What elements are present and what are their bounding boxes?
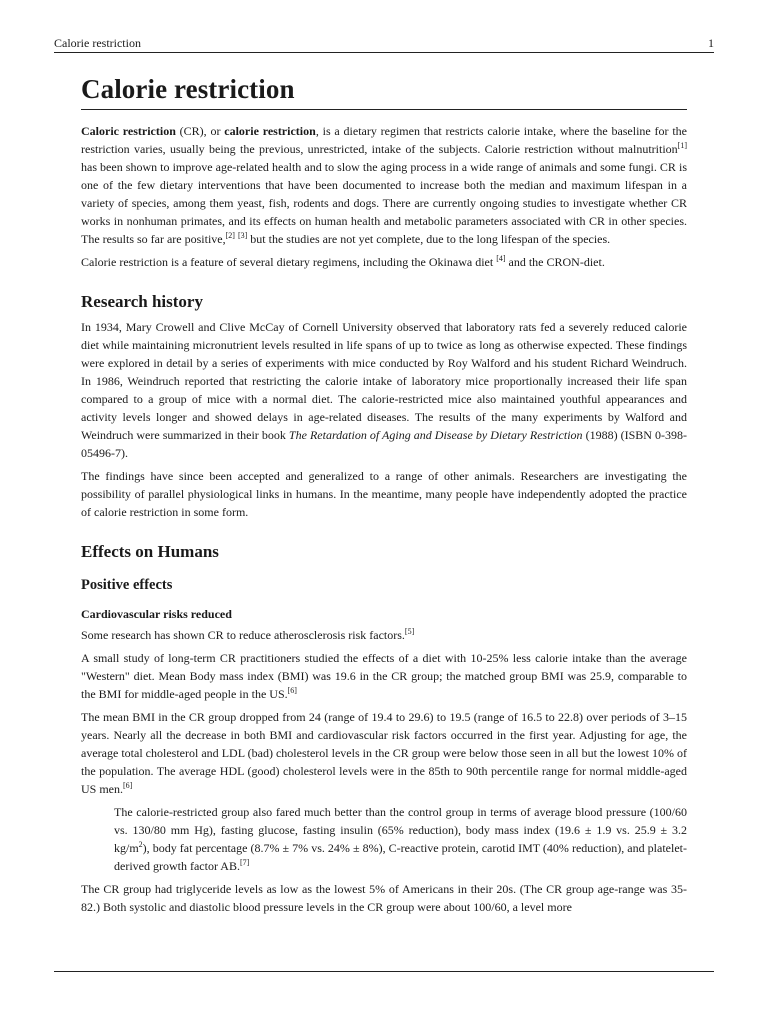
cardio-paragraph-1: Some research has shown CR to reduce atherosclerosis risk factors.[5] xyxy=(81,627,415,642)
bold-term: Caloric restriction xyxy=(81,124,176,138)
bold-term: calorie restriction xyxy=(224,124,316,138)
citation-link[interactable]: [6] xyxy=(123,781,133,790)
citation-link[interactable]: [3] xyxy=(237,231,248,240)
citation-link[interactable]: [5] xyxy=(404,627,415,636)
section-heading-effects-on-humans: Effects on Humans xyxy=(81,542,219,561)
running-title: Calorie restriction xyxy=(54,36,141,50)
cardio-paragraph-4: The CR group had triglyceride levels as low as the lowest 5% of Americans in their 20s. (The CR group age-range was 35-82.) Both systolic and diastolic blood pressure levels in the CR group were about 100/60, a level more xyxy=(81,882,687,914)
title-rule xyxy=(81,109,687,110)
citation-link[interactable]: [6] xyxy=(287,686,297,695)
subsection-heading-positive-effects: Positive effects xyxy=(81,577,173,593)
block-quote: The calorie-restricted group also fared much better than the control group in terms of average blood pressure (100/60 vs. 130/80 mm Hg), fasting glucose, fasting insulin (65% reduction), body mass index (19.6 ± 1.9 vs. 25.9 ± 3.2 $kg/m^2$), body fat percentage (8.7% ± 7% vs. 24% ± 8%), C-reactive protein, carotid IMT (40% reduction), and platelet-derived growth factor AB.[7] xyxy=(114,805,687,873)
research-paragraph-1: In 1934, Mary Crowell and Clive McCay of Cornell University observed that laboratory rats fed a severely reduced calorie diet while maintaining micronutrient levels resulted in life spans of up to twice as long as otherwise expected. These findings were explored in detail by a series of experiments with mice conducted by Roy Walford and his student Richard Weindruch. In 1986, Weindruch reported that restricting the calorie intake of laboratory mice proportionally increased their life span compared to a group of mice with a normal diet. The calorie-restricted mice also maintained youthful appearances and activity levels longer and showed delays in age-related diseases. The results of the many experiments by Walford and Weindruch were summarized in their book The Retardation of Aging and Disease by Dietary Restriction (1988) (ISBN 0-398-05496-7). xyxy=(81,320,688,460)
section-heading-research-history: Research history xyxy=(81,292,203,311)
header-rule xyxy=(54,52,714,53)
citation-link[interactable]: [1] xyxy=(677,141,687,150)
article-body xyxy=(81,72,687,921)
footer-rule xyxy=(54,971,714,972)
intro-paragraph-2: Calorie restriction is a feature of several dietary regimens, including the Okinawa diet [4] and the CRON-diet. xyxy=(81,254,605,269)
research-paragraph-2: The findings have since been accepted and generalized to a range of other animals. Researchers are investigating the possibility of parallel physiological links in humans. In the meantime, many people have independently adopted the practice of calorie restriction in some form. xyxy=(81,469,687,519)
citation-link[interactable]: [4] xyxy=(496,254,506,263)
intro-paragraph-1: Caloric restriction (CR), or calorie restriction, is a dietary regimen that restricts calorie intake, where the baseline for the restriction varies, usually being the previous, unrestricted, intake of the subjects. Calorie restriction without malnutrition[1] has been shown to improve age-related health and to slow the aging process in a wide range of animals and some fungi. CR is one of the few dietary interventions that have been documented to increase both the median and maximum lifespan in a variety of species, among them yeast, fish, rodents and dogs. There are currently ongoing studies to investigate whether CR works in nonhuman primates, and its effects on human health and metabolic parameters associated with CR in other species. The results so far are positive,[2] [3] but the studies are not yet complete, due to the long lifespan of the species. xyxy=(81,124,687,246)
exponent: 2 xyxy=(138,840,143,849)
subsubsection-heading-cardiovascular: Cardiovascular risks reduced xyxy=(81,607,232,621)
cardio-paragraph-3: The mean BMI in the CR group dropped from 24 (range of 19.4 to 29.6) to 19.5 (range of 16.5 to 22.8) over periods of 3–15 years. Nearly all the decrease in both BMI and cardiovascular risk factors occurred in the first year. Adjusting for age, the average total cholesterol and LDL (bad) cholesterol levels in the CR group were below those seen in all but the lowest 10% of the population. The average HDL (good) cholesterol levels were in the 85th to 90th percentile range for normal middle-aged US men.[6] xyxy=(81,710,687,796)
citation-link[interactable]: [7] xyxy=(239,858,250,867)
citation-link[interactable]: [2] xyxy=(225,231,235,240)
page-number: 1 xyxy=(708,36,714,50)
running-header xyxy=(54,36,714,50)
article-title: Calorie restriction xyxy=(81,74,295,104)
cardio-paragraph-2: A small study of long-term CR practitioners studied the effects of a diet with 10-25% less calorie intake than the average "Western" diet. Mean Body mass index (BMI) was 19.6 in the CR group; the matched group BMI was 25.9, comparable to the BMI for middle-aged people in the US.[6] xyxy=(81,651,687,701)
book-title: The Retardation of Aging and Disease by Dietary Restriction xyxy=(288,428,583,442)
